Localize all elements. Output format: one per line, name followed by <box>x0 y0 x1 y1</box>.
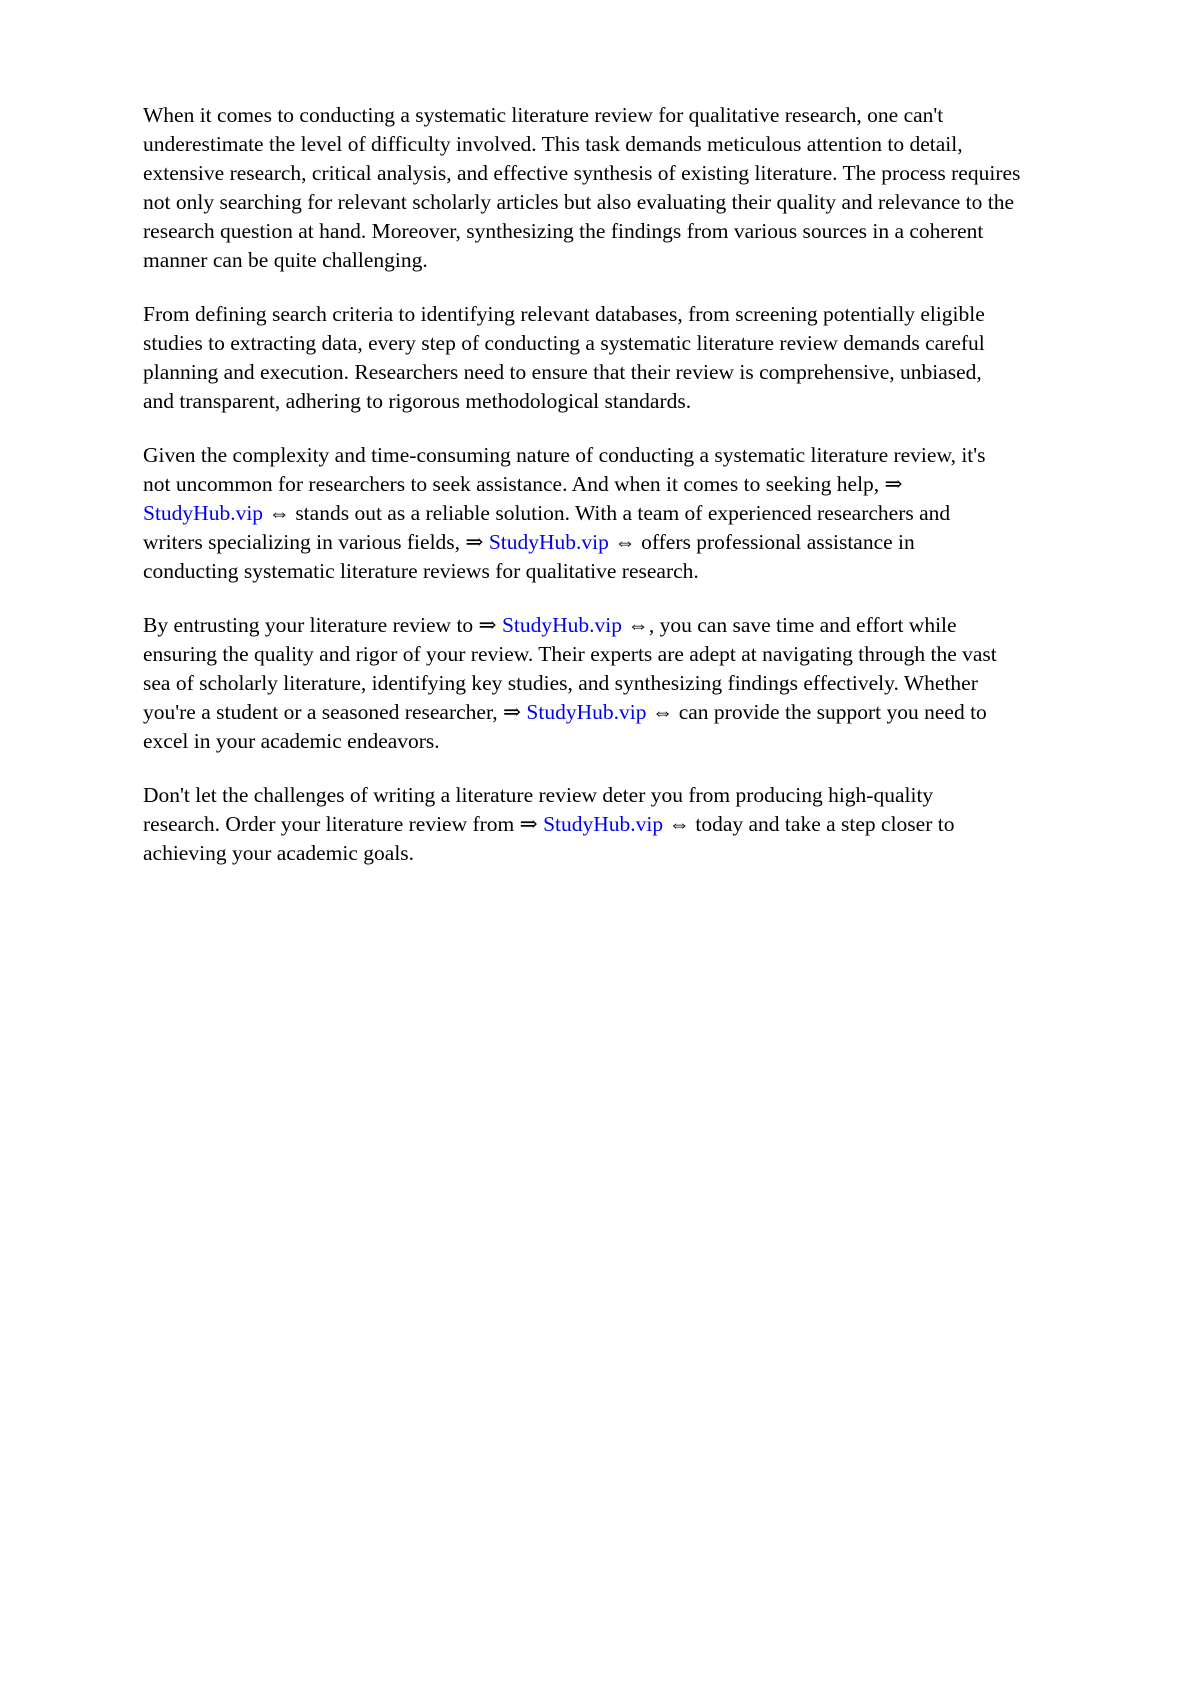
text-segment: research. Order your literature review from ⇒ <box>143 812 544 836</box>
text-segment: ⇔ stands out as a reliable solution. With a team of experienced researchers and <box>263 501 951 525</box>
studyhub-link[interactable]: StudyHub.vip <box>501 613 623 637</box>
text-line <box>143 246 1143 275</box>
text-segment: ⇔, you can save time and effort while <box>622 613 957 637</box>
text-segment: ⇔ today and take a step closer to <box>663 812 955 836</box>
text-segment: you're a student or a seasoned researcher, ⇒ <box>143 700 527 724</box>
paragraph <box>143 781 1143 868</box>
text-segment: Don't let the challenges of writing a literature review deter you from producing high-quality <box>143 783 934 807</box>
text-segment: conducting systematic literature reviews for qualitative research. <box>143 559 699 583</box>
paragraph <box>143 611 1143 756</box>
text-line <box>143 557 1143 586</box>
text-line <box>143 669 1143 698</box>
text-segment: sea of scholarly literature, identifying key studies, and synthesizing findings effectively. Whether <box>143 671 978 695</box>
paragraph <box>143 101 1143 275</box>
text-line <box>143 781 1143 810</box>
text-line <box>143 329 1143 358</box>
text-segment: When it comes to conducting a systematic literature review for qualitative research, one can't <box>143 103 944 127</box>
text-segment: Given the complexity and time-consuming nature of conducting a systematic literature review, it's <box>143 443 986 467</box>
text-segment: studies to extracting data, every step of conducting a systematic literature review demands careful <box>143 331 985 355</box>
text-segment: achieving your academic goals. <box>143 841 415 865</box>
text-segment: not only searching for relevant scholarly articles but also evaluating their quality and relevance to the <box>143 190 1015 214</box>
text-line <box>143 810 1143 839</box>
text-segment: writers specializing in various fields, ⇒ <box>143 530 489 554</box>
text-line <box>143 727 1143 756</box>
studyhub-link[interactable]: StudyHub.vip <box>543 812 664 836</box>
text-line <box>143 300 1143 329</box>
text-segment: excel in your academic endeavors. <box>143 729 440 753</box>
document-body <box>143 101 1143 893</box>
text-line <box>143 188 1143 217</box>
text-segment: ⇔ can provide the support you need to <box>646 700 987 724</box>
text-line <box>143 130 1143 159</box>
text-line <box>143 159 1143 188</box>
text-line <box>143 499 1143 528</box>
paragraph <box>143 441 1143 586</box>
text-line <box>143 470 1143 499</box>
text-segment: research question at hand. Moreover, synthesizing the findings from various sources in a coherent <box>143 219 984 243</box>
text-line <box>143 698 1143 727</box>
text-line <box>143 640 1143 669</box>
text-segment: ensuring the quality and rigor of your review. Their experts are adept at navigating through the vast <box>143 642 997 666</box>
text-line <box>143 101 1143 130</box>
text-segment: underestimate the level of difficulty involved. This task demands meticulous attention to detail, <box>143 132 963 156</box>
text-segment: By entrusting your literature review to ⇒ <box>143 613 502 637</box>
text-line <box>143 611 1143 640</box>
text-segment: ⇔ offers professional assistance in <box>608 530 915 554</box>
text-segment: not uncommon for researchers to seek assistance. And when it comes to seeking help, ⇒ <box>143 472 903 496</box>
text-segment: manner can be quite challenging. <box>143 248 428 272</box>
paragraph <box>143 300 1143 416</box>
text-line <box>143 358 1143 387</box>
text-segment: and transparent, adhering to rigorous methodological standards. <box>143 389 692 413</box>
text-segment: From defining search criteria to identifying relevant databases, from screening potentially eligible <box>143 302 985 326</box>
text-line <box>143 387 1143 416</box>
text-segment: extensive research, critical analysis, and effective synthesis of existing literature. The process requires <box>143 161 1021 185</box>
studyhub-link[interactable]: StudyHub.vip <box>526 700 647 724</box>
text-line <box>143 217 1143 246</box>
text-segment: planning and execution. Researchers need to ensure that their review is comprehensive, unbiased, <box>143 360 982 384</box>
studyhub-link[interactable]: StudyHub.vip <box>143 501 264 525</box>
text-line <box>143 528 1143 557</box>
text-line <box>143 839 1143 868</box>
text-line <box>143 441 1143 470</box>
studyhub-link[interactable]: StudyHub.vip <box>488 530 609 554</box>
